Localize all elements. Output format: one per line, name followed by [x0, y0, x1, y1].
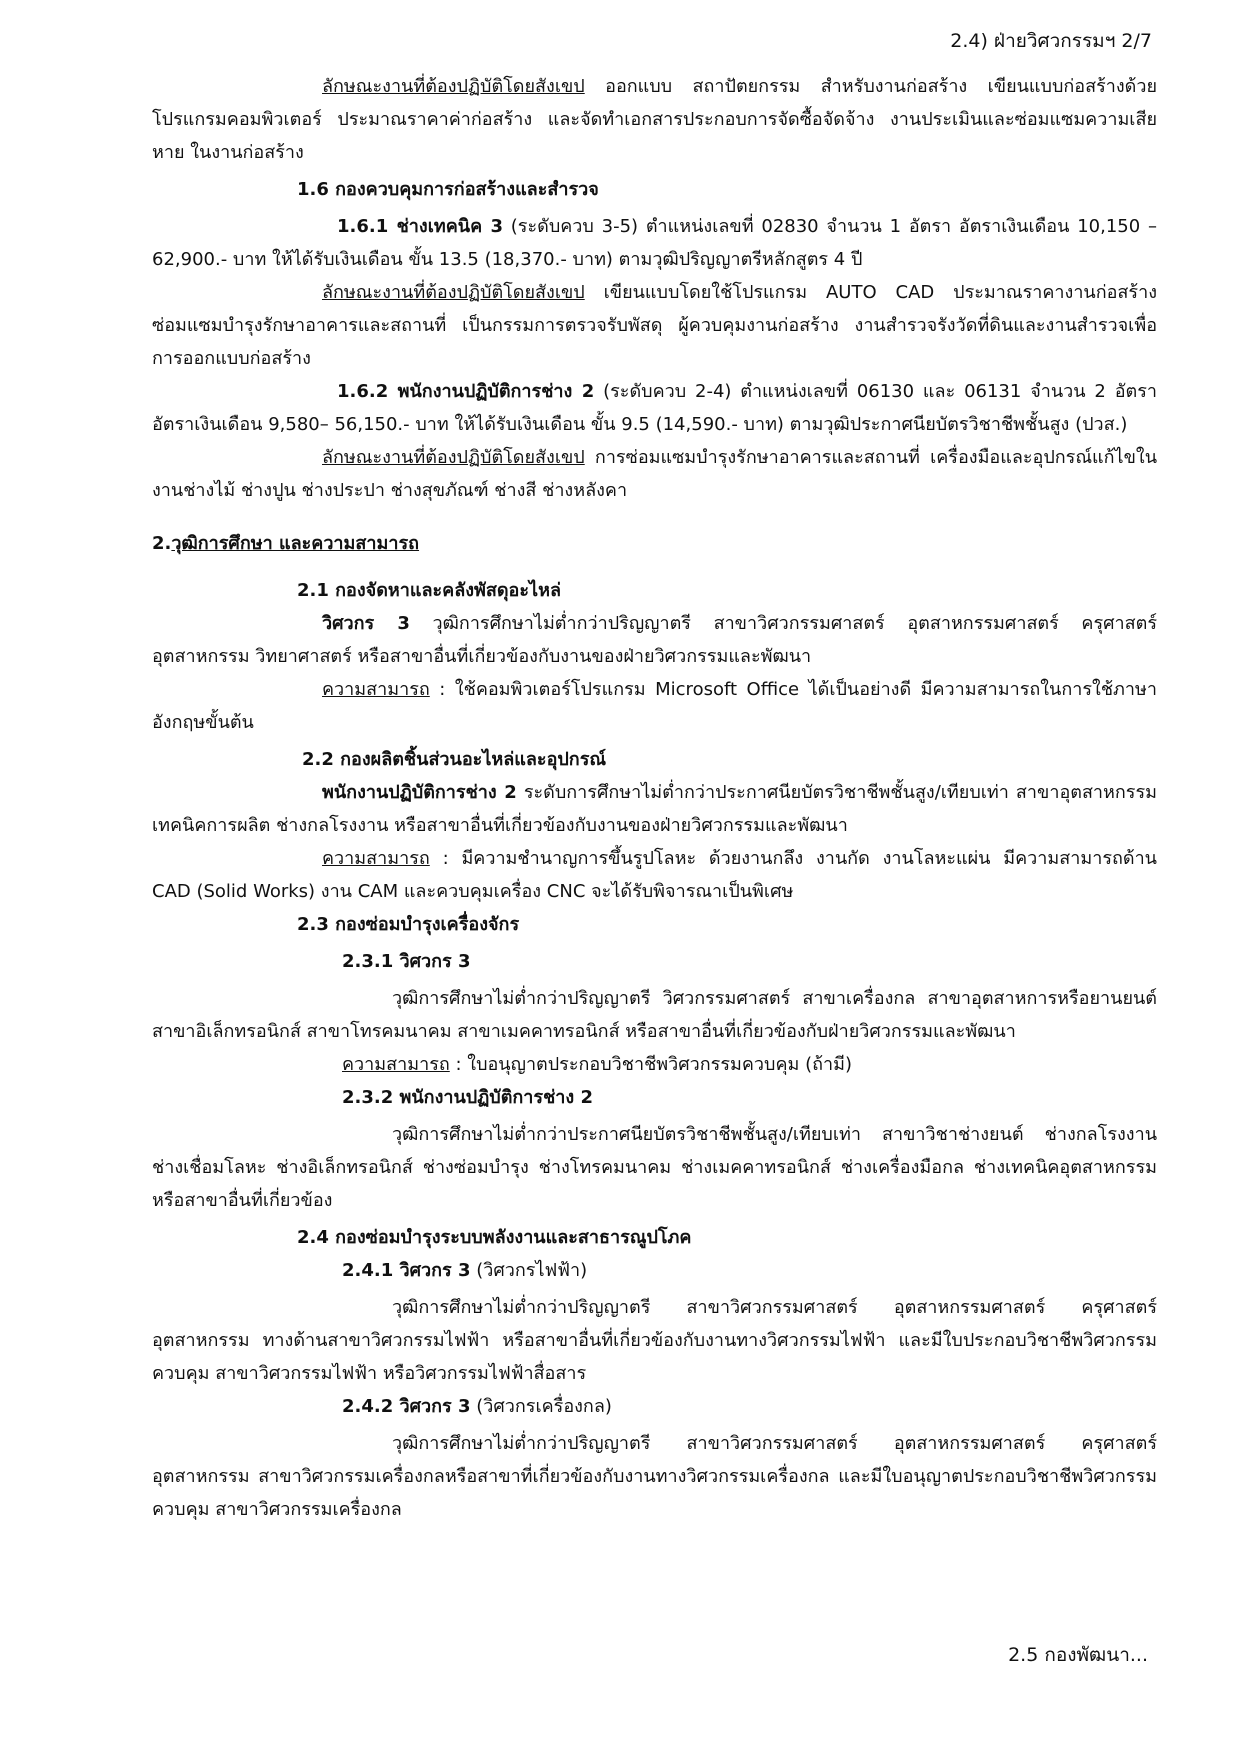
position-title: พนักงานปฏิบัติการช่าง 2: [322, 782, 517, 803]
section-heading-2: [152, 527, 1157, 560]
position-text: (ระดับควบ 2-4) ตำแหน่งเลขที่ 06130 และ 06131 จำนวน 2 อัตรา อัตราเงินเดือน 9,580– 56,150.- บาท ให้ได้รับเงินเดือน ขั้น 9.5 (14,590.- บาท) ตามวุฒิประกาศนียบัตรวิชาชีพชั้นสูง (ปวส.): [152, 381, 1157, 435]
ability-text: : มีความชำนาญการขึ้นรูปโลหะ ด้วยงานกลึง งานกัด งานโลหะแผ่น มีความสามารถด้าน CAD (Solid Works) งาน CAM และควบคุมเครื่อง CNC จะได้รับพิจารณาเป็นพิเศษ: [152, 848, 1157, 902]
duty-text: การซ่อมแซมบำรุงรักษาอาคารและสถานที่ เครื่องมือและอุปกรณ์แก้ไขในงานช่างไม้ ช่างปูน ช่างประปา ช่างสุขภัณฑ์ ช่างสี ช่างหลังคา: [152, 447, 1157, 501]
ability-label: ความสามารถ: [322, 679, 430, 700]
paragraph-ability-2-2: [152, 842, 1157, 908]
continuation-note: 2.5 กองพัฒนา...: [1008, 1644, 1148, 1666]
paragraph-2-3-1: วุฒิการศึกษาไม่ต่ำกว่าปริญญาตรี วิศวกรรมศาสตร์ สาขาเครื่องกล สาขาอุตสาหการหรือยานยนต์ สาขาอิเล็กทรอนิกส์ สาขาโทรคมนาคม สาขาเมคคาทรอนิกส์ หรือสาขาอื่นที่เกี่ยวข้องกับฝ่ายวิศวกรรมและพัฒนา: [152, 988, 1157, 1042]
ability-text: : ใบอนุญาตประกอบวิชาชีพวิศวกรรมควบคุม (ถ้ามี): [449, 1054, 853, 1075]
section-heading-2-1: 2.1 กองจัดหาและคลังพัสดุอะไหล่: [297, 580, 561, 601]
subsection-heading-2-3-2: 2.3.2 พนักงานปฏิบัติการช่าง 2: [342, 1087, 593, 1108]
position-text: (ระดับควบ 3-5) ตำแหน่งเลขที่ 02830 จำนวน 1 อัตรา อัตราเงินเดือน 10,150 – 62,900.- บาท ให้ได้รับเงินเดือน ขั้น 13.5 (18,370.- บาท) ตามวุฒิปริญญาตรีหลักสูตร 4 ปี: [152, 216, 1157, 270]
paragraph-2-4-1: วุฒิการศึกษาไม่ต่ำกว่าปริญญาตรี สาขาวิศวกรรมศาสตร์ อุตสาหกรรมศาสตร์ ครุศาสตร์อุตสาหกรรม ทางด้านสาขาวิศวกรรมไฟฟ้า หรือสาขาอื่นที่เกี่ยวข้องกับงานทางวิศวกรรมไฟฟ้า และมีใบประกอบวิชาชีพวิศวกรรมควบคุม สาขาวิศวกรรมไฟฟ้า หรือวิศวกรรมไฟฟ้าสื่อสาร: [152, 1297, 1157, 1384]
duty-label: ลักษณะงานที่ต้องปฏิบัติโดยสังเขป: [322, 76, 585, 97]
paragraph-2-4-2: วุฒิการศึกษาไม่ต่ำกว่าปริญญาตรี สาขาวิศวกรรมศาสตร์ อุตสาหกรรมศาสตร์ ครุศาสตร์อุตสาหกรรม สาขาวิศวกรรมเครื่องกลหรือสาขาที่เกี่ยวข้องกับงานทางวิศวกรรมเครื่องกล และมีใบอนุญาตประกอบวิชาชีพวิศวกรรมควบคุม สาขาวิศวกรรมเครื่องกล: [152, 1433, 1157, 1520]
duty-label: ลักษณะงานที่ต้องปฏิบัติโดยสังเขป: [322, 282, 585, 303]
position-title: วิศวกร 3: [322, 613, 410, 634]
duty-label: ลักษณะงานที่ต้องปฏิบัติโดยสังเขป: [322, 447, 585, 468]
paragraph-ability-2-3-1: [152, 1048, 1157, 1081]
paragraph-duty-1-6-1: [152, 276, 1157, 375]
document-body: [152, 70, 1157, 1526]
position-title: 1.6.1 ช่างเทคนิค 3: [337, 216, 503, 237]
section-heading-2-3: 2.3 กองซ่อมบำรุงเครื่องจักร: [297, 914, 520, 935]
section-number: 2.: [152, 533, 172, 554]
position-title: 1.6.2 พนักงานปฏิบัติการช่าง 2: [337, 381, 595, 402]
paragraph-ability-2-1: [152, 673, 1157, 739]
subsection-heading-2-4-1: [152, 1254, 1157, 1287]
section-heading-2-4: 2.4 กองซ่อมบำรุงระบบพลังงานและสาธารณูปโภค: [297, 1227, 692, 1248]
paragraph-duty-architect: [152, 70, 1157, 169]
paragraph-1-6-2: [152, 375, 1157, 441]
ability-text: : ใช้คอมพิวเตอร์โปรแกรม Microsoft Office ได้เป็นอย่างดี มีความสามารถในการใช้ภาษาอังกฤษขั้นต้น: [152, 679, 1157, 733]
paragraph-2-1: [152, 607, 1157, 673]
position-text: วุฒิการศึกษาไม่ต่ำกว่าปริญญาตรี สาขาวิศวกรรมศาสตร์ อุตสาหกรรมศาสตร์ ครุศาสตร์อุตสาหกรรม วิทยาศาสตร์ หรือสาขาอื่นที่เกี่ยวข้องกับงานของฝ่ายวิศวกรรมและพัฒนา: [152, 613, 1158, 667]
section-heading-1-6: 1.6 กองควบคุมการก่อสร้างและสำรวจ: [297, 179, 599, 200]
section-title: วุฒิการศึกษา และความสามารถ: [171, 533, 420, 554]
page-reference: 2.4) ฝ่ายวิศวกรรมฯ 2/7: [950, 30, 1152, 52]
duty-text: เขียนแบบโดยใช้โปรแกรม AUTO CAD ประมาณราคางานก่อสร้างซ่อมแซมบำรุงรักษาอาคารและสถานที่ เป็นกรรมการตรวจรับพัสดุ ผู้ควบคุมงานก่อสร้าง งานสำรวจรังวัดที่ดินและงานสำรวจเพื่อการออกแบบก่อสร้าง: [152, 282, 1157, 369]
subsection-heading-2-3-1: 2.3.1 วิศวกร 3: [342, 951, 471, 972]
paragraph-1-6-1: [152, 210, 1157, 276]
subsection-note: (วิศวกรไฟฟ้า): [470, 1260, 588, 1281]
position-text: ระดับการศึกษาไม่ต่ำกว่าประกาศนียบัตรวิชาชีพชั้นสูง/เทียบเท่า สาขาอุตสาหกรรม เทคนิคการผลิต ช่างกลโรงงาน หรือสาขาอื่นที่เกี่ยวข้องกับงานของฝ่ายวิศวกรรมและพัฒนา: [152, 782, 1157, 836]
subsection-title: 2.4.1 วิศวกร 3: [342, 1260, 471, 1281]
paragraph-2-2: [152, 776, 1157, 842]
paragraph-duty-1-6-2: [152, 441, 1157, 507]
subsection-heading-2-4-2: [152, 1390, 1157, 1423]
ability-label: ความสามารถ: [322, 848, 430, 869]
paragraph-2-3-2: วุฒิการศึกษาไม่ต่ำกว่าประกาศนียบัตรวิชาชีพชั้นสูง/เทียบเท่า สาขาวิชาช่างยนต์ ช่างกลโรงงาน ช่างเชื่อมโลหะ ช่างอิเล็กทรอนิกส์ ช่างซ่อมบำรุง ช่างโทรคมนาคม ช่างเมคคาทรอนิกส์ ช่างเครื่องมือกล ช่างเทคนิคอุตสาหกรรม หรือสาขาอื่นที่เกี่ยวข้อง: [152, 1124, 1157, 1211]
ability-label: ความสามารถ: [342, 1054, 450, 1075]
section-heading-2-2: 2.2 กองผลิตชิ้นส่วนอะไหล่และอุปกรณ์: [302, 749, 607, 770]
subsection-title: 2.4.2 วิศวกร 3: [342, 1396, 471, 1417]
subsection-note: (วิศวกรเครื่องกล): [470, 1396, 612, 1417]
duty-text: ออกแบบ สถาปัตยกรรม สำหรับงานก่อสร้าง เขียนแบบก่อสร้างด้วยโปรแกรมคอมพิวเตอร์ ประมาณราคาค่าก่อสร้าง และจัดทำเอกสารประกอบการจัดซื้อจัดจ้าง งานประเมินและซ่อมแซมความเสียหาย ในงานก่อสร้าง: [152, 76, 1157, 163]
